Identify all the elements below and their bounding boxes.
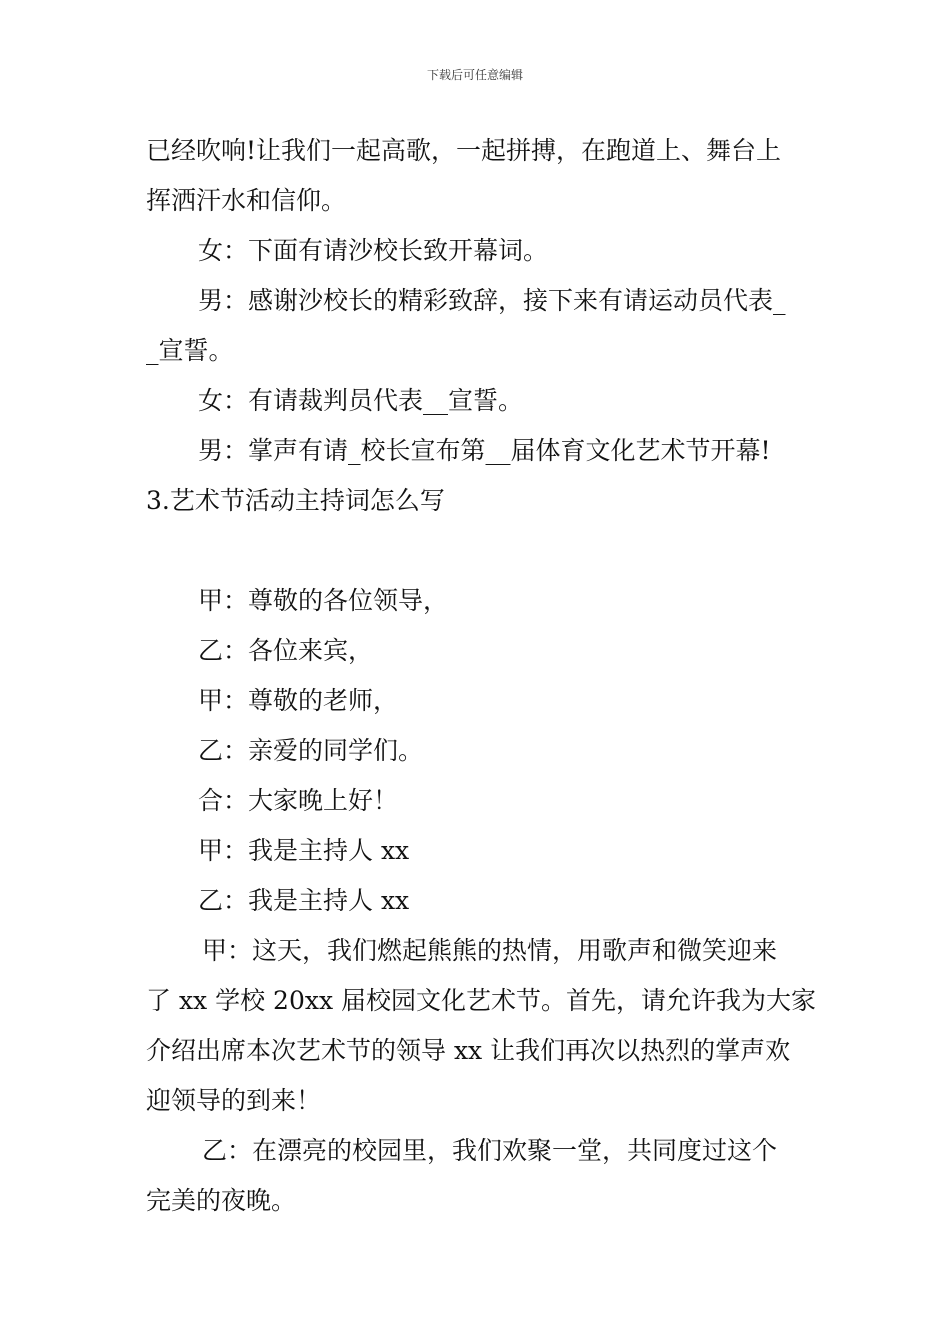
paragraph-line: 挥洒汗水和信仰。 bbox=[146, 186, 347, 215]
dialogue-line: 乙：亲爱的同学们。 bbox=[198, 736, 424, 765]
blank-line bbox=[146, 526, 810, 576]
dialogue-line: 合：大家晚上好！ bbox=[198, 786, 399, 815]
dialogue-line: 乙：我是主持人 xx bbox=[198, 886, 410, 915]
section-heading: 3.艺术节活动主持词怎么写 bbox=[146, 486, 445, 515]
dialogue-line: 甲：尊敬的老师， bbox=[198, 686, 399, 715]
paragraph-line: 介绍出席本次艺术节的领导 xx 让我们再次以热烈的掌声欢 bbox=[146, 1036, 791, 1065]
dialogue-line: 男：掌声有请_校长宣布第__届体育文化艺术节开幕! bbox=[198, 436, 771, 465]
paragraph-line: 了 xx 学校 20xx 届校园文化艺术节。首先，请允许我为大家 bbox=[146, 986, 816, 1015]
dialogue-line: 乙：各位来宾， bbox=[198, 636, 374, 665]
dialogue-line: 甲：这天，我们燃起熊熊的热情，用歌声和微笑迎来 bbox=[202, 936, 778, 965]
document-body bbox=[146, 126, 816, 1226]
dialogue-line: 男：感谢沙校长的精彩致辞，接下来有请运动员代表_ bbox=[198, 286, 786, 315]
dialogue-line: 女：有请裁判员代表__宣誓。 bbox=[198, 386, 524, 415]
paragraph-line: 完美的夜晚。 bbox=[146, 1186, 297, 1215]
dialogue-line: 甲：尊敬的各位领导， bbox=[198, 586, 449, 615]
paragraph-line: 迎领导的到来！ bbox=[146, 1086, 322, 1115]
paragraph-line: 已经吹响!让我们一起高歌，一起拼搏，在跑道上、舞台上 bbox=[146, 136, 782, 165]
dialogue-line: 甲：我是主持人 xx bbox=[198, 836, 410, 865]
dialogue-line: 乙：在漂亮的校园里，我们欢聚一堂，共同度过这个 bbox=[202, 1136, 778, 1165]
page-header: 下载后可任意编辑 bbox=[426, 68, 523, 82]
paragraph-line: _宣誓。 bbox=[146, 336, 234, 365]
dialogue-line: 女：下面有请沙校长致开幕词。 bbox=[198, 236, 549, 265]
